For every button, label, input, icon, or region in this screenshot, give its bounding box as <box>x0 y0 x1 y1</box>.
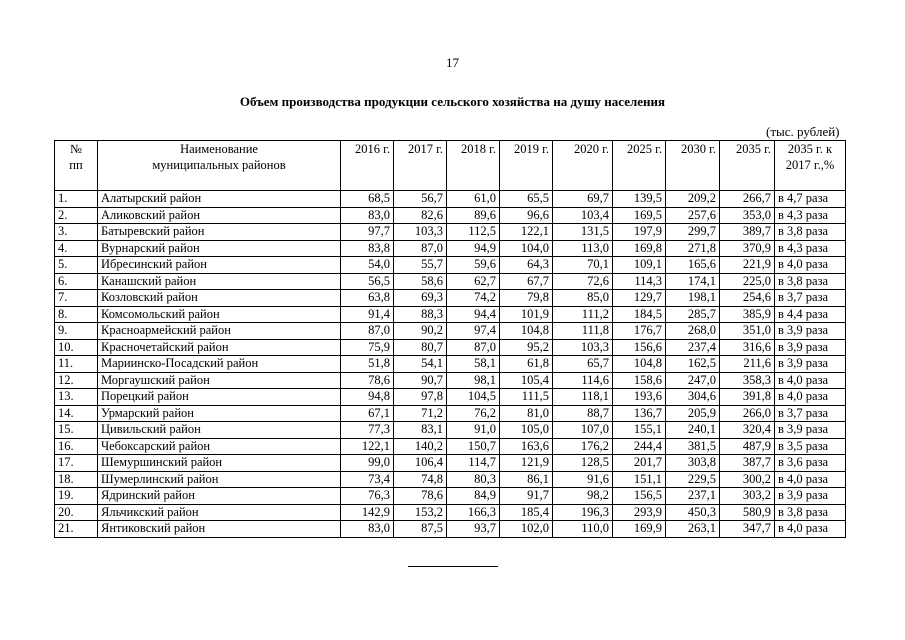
district-name: Моргаушский район <box>98 372 341 389</box>
table-row <box>55 438 846 455</box>
value-cell: 55,7 <box>394 257 447 274</box>
value-cell: 83,0 <box>341 521 394 538</box>
row-number: 11. <box>55 356 98 373</box>
table-row <box>55 372 846 389</box>
district-name: Мариинско-Посадский район <box>98 356 341 373</box>
value-cell: 83,0 <box>341 207 394 224</box>
value-cell: 198,1 <box>666 290 720 307</box>
value-cell: 101,9 <box>500 306 553 323</box>
value-cell: 76,2 <box>447 405 500 422</box>
value-cell: 95,2 <box>500 339 553 356</box>
value-cell: 300,2 <box>720 471 775 488</box>
value-cell: 142,9 <box>341 504 394 521</box>
value-cell: 104,8 <box>613 356 666 373</box>
district-name: Козловский район <box>98 290 341 307</box>
value-cell: 70,1 <box>553 257 613 274</box>
value-cell: 237,4 <box>666 339 720 356</box>
value-cell: 62,7 <box>447 273 500 290</box>
header-number-line1: № <box>70 142 82 156</box>
district-name: Красноармейский район <box>98 323 341 340</box>
row-number: 20. <box>55 504 98 521</box>
value-cell: 75,9 <box>341 339 394 356</box>
value-cell: 487,9 <box>720 438 775 455</box>
value-cell: 114,6 <box>553 372 613 389</box>
table-row <box>55 356 846 373</box>
value-cell: 358,3 <box>720 372 775 389</box>
ratio-cell: в 4,0 раза <box>775 521 846 538</box>
district-name: Яльчикский район <box>98 504 341 521</box>
value-cell: 387,7 <box>720 455 775 472</box>
ratio-cell: в 3,8 раза <box>775 273 846 290</box>
value-cell: 103,3 <box>553 339 613 356</box>
district-name: Канашский район <box>98 273 341 290</box>
table-row <box>55 224 846 241</box>
value-cell: 86,1 <box>500 471 553 488</box>
value-cell: 303,2 <box>720 488 775 505</box>
table-row <box>55 471 846 488</box>
header-year: 2017 г. <box>394 141 447 191</box>
value-cell: 63,8 <box>341 290 394 307</box>
value-cell: 80,3 <box>447 471 500 488</box>
value-cell: 91,4 <box>341 306 394 323</box>
header-district-name <box>98 141 341 191</box>
table-row <box>55 422 846 439</box>
value-cell: 156,6 <box>613 339 666 356</box>
value-cell: 196,3 <box>553 504 613 521</box>
row-number: 6. <box>55 273 98 290</box>
table-row <box>55 273 846 290</box>
value-cell: 87,0 <box>447 339 500 356</box>
value-cell: 80,7 <box>394 339 447 356</box>
table-row <box>55 504 846 521</box>
value-cell: 266,7 <box>720 191 775 208</box>
production-table <box>54 140 846 538</box>
district-name: Алатырский район <box>98 191 341 208</box>
table-row <box>55 389 846 406</box>
value-cell: 140,2 <box>394 438 447 455</box>
document-title: Объем производства продукции сельского хозяйства на душу населения <box>239 94 666 109</box>
value-cell: 201,7 <box>613 455 666 472</box>
value-cell: 110,0 <box>553 521 613 538</box>
value-cell: 112,5 <box>447 224 500 241</box>
value-cell: 67,1 <box>341 405 394 422</box>
value-cell: 56,5 <box>341 273 394 290</box>
value-cell: 221,9 <box>720 257 775 274</box>
district-name: Шумерлинский район <box>98 471 341 488</box>
value-cell: 174,1 <box>666 273 720 290</box>
value-cell: 128,5 <box>553 455 613 472</box>
value-cell: 209,2 <box>666 191 720 208</box>
row-number: 5. <box>55 257 98 274</box>
row-number: 7. <box>55 290 98 307</box>
page-number: 17 <box>446 55 459 70</box>
value-cell: 89,6 <box>447 207 500 224</box>
value-cell: 385,9 <box>720 306 775 323</box>
value-cell: 97,7 <box>341 224 394 241</box>
ratio-cell: в 4,0 раза <box>775 372 846 389</box>
value-cell: 254,6 <box>720 290 775 307</box>
table-row <box>55 339 846 356</box>
value-cell: 105,4 <box>500 372 553 389</box>
ratio-cell: в 3,8 раза <box>775 504 846 521</box>
value-cell: 211,6 <box>720 356 775 373</box>
value-cell: 74,8 <box>394 471 447 488</box>
row-number: 2. <box>55 207 98 224</box>
table-row <box>55 257 846 274</box>
value-cell: 105,0 <box>500 422 553 439</box>
units-label: (тыс. рублей) <box>766 124 840 139</box>
ratio-cell: в 3,5 раза <box>775 438 846 455</box>
table-row <box>55 290 846 307</box>
value-cell: 303,8 <box>666 455 720 472</box>
table-row <box>55 306 846 323</box>
row-number: 21. <box>55 521 98 538</box>
value-cell: 139,5 <box>613 191 666 208</box>
district-name: Красночетайский район <box>98 339 341 356</box>
value-cell: 54,0 <box>341 257 394 274</box>
value-cell: 96,6 <box>500 207 553 224</box>
header-year: 2025 г. <box>613 141 666 191</box>
value-cell: 151,1 <box>613 471 666 488</box>
row-number: 17. <box>55 455 98 472</box>
header-year: 2020 г. <box>553 141 613 191</box>
ratio-cell: в 4,3 раза <box>775 240 846 257</box>
value-cell: 114,3 <box>613 273 666 290</box>
value-cell: 176,2 <box>553 438 613 455</box>
value-cell: 320,4 <box>720 422 775 439</box>
district-name: Цивильский район <box>98 422 341 439</box>
value-cell: 197,9 <box>613 224 666 241</box>
value-cell: 94,8 <box>341 389 394 406</box>
value-cell: 91,0 <box>447 422 500 439</box>
value-cell: 580,9 <box>720 504 775 521</box>
value-cell: 76,3 <box>341 488 394 505</box>
value-cell: 97,4 <box>447 323 500 340</box>
value-cell: 165,6 <box>666 257 720 274</box>
value-cell: 293,9 <box>613 504 666 521</box>
value-cell: 56,7 <box>394 191 447 208</box>
table-row <box>55 191 846 208</box>
value-cell: 268,0 <box>666 323 720 340</box>
value-cell: 153,2 <box>394 504 447 521</box>
value-cell: 106,4 <box>394 455 447 472</box>
ratio-cell: в 3,9 раза <box>775 339 846 356</box>
value-cell: 193,6 <box>613 389 666 406</box>
value-cell: 94,9 <box>447 240 500 257</box>
value-cell: 102,0 <box>500 521 553 538</box>
value-cell: 90,2 <box>394 323 447 340</box>
value-cell: 67,7 <box>500 273 553 290</box>
ratio-cell: в 4,0 раза <box>775 471 846 488</box>
value-cell: 98,1 <box>447 372 500 389</box>
header-ratio <box>775 141 846 191</box>
row-number: 13. <box>55 389 98 406</box>
table-row <box>55 521 846 538</box>
header-year: 2019 г. <box>500 141 553 191</box>
value-cell: 162,5 <box>666 356 720 373</box>
table-row <box>55 405 846 422</box>
ratio-cell: в 4,0 раза <box>775 257 846 274</box>
value-cell: 88,3 <box>394 306 447 323</box>
district-name: Ибресинский район <box>98 257 341 274</box>
value-cell: 99,0 <box>341 455 394 472</box>
district-name: Комсомольский район <box>98 306 341 323</box>
ratio-cell: в 3,7 раза <box>775 405 846 422</box>
row-number: 14. <box>55 405 98 422</box>
district-name: Порецкий район <box>98 389 341 406</box>
value-cell: 81,0 <box>500 405 553 422</box>
row-number: 15. <box>55 422 98 439</box>
value-cell: 68,5 <box>341 191 394 208</box>
footnote-divider <box>408 566 498 567</box>
ratio-cell: в 4,3 раза <box>775 207 846 224</box>
value-cell: 103,4 <box>553 207 613 224</box>
value-cell: 107,0 <box>553 422 613 439</box>
value-cell: 91,7 <box>500 488 553 505</box>
ratio-cell: в 4,7 раза <box>775 191 846 208</box>
value-cell: 316,6 <box>720 339 775 356</box>
value-cell: 94,4 <box>447 306 500 323</box>
value-cell: 169,9 <box>613 521 666 538</box>
row-number: 18. <box>55 471 98 488</box>
value-cell: 111,2 <box>553 306 613 323</box>
ratio-cell: в 3,6 раза <box>775 455 846 472</box>
table-row <box>55 488 846 505</box>
table-row <box>55 323 846 340</box>
value-cell: 391,8 <box>720 389 775 406</box>
value-cell: 71,2 <box>394 405 447 422</box>
value-cell: 82,6 <box>394 207 447 224</box>
value-cell: 240,1 <box>666 422 720 439</box>
value-cell: 136,7 <box>613 405 666 422</box>
value-cell: 150,7 <box>447 438 500 455</box>
district-name: Аликовский район <box>98 207 341 224</box>
value-cell: 285,7 <box>666 306 720 323</box>
table-row <box>55 207 846 224</box>
value-cell: 104,8 <box>500 323 553 340</box>
value-cell: 114,7 <box>447 455 500 472</box>
value-cell: 263,1 <box>666 521 720 538</box>
value-cell: 111,5 <box>500 389 553 406</box>
value-cell: 87,0 <box>341 323 394 340</box>
value-cell: 98,2 <box>553 488 613 505</box>
value-cell: 247,0 <box>666 372 720 389</box>
value-cell: 85,0 <box>553 290 613 307</box>
value-cell: 370,9 <box>720 240 775 257</box>
header-year: 2030 г. <box>666 141 720 191</box>
row-number: 12. <box>55 372 98 389</box>
value-cell: 166,3 <box>447 504 500 521</box>
district-name: Янтиковский район <box>98 521 341 538</box>
value-cell: 87,0 <box>394 240 447 257</box>
district-name: Батыревский район <box>98 224 341 241</box>
header-ratio-line2: 2017 г.,% <box>785 157 835 172</box>
value-cell: 78,6 <box>394 488 447 505</box>
ratio-cell: в 4,4 раза <box>775 306 846 323</box>
value-cell: 271,8 <box>666 240 720 257</box>
value-cell: 122,1 <box>341 438 394 455</box>
row-number: 1. <box>55 191 98 208</box>
value-cell: 79,8 <box>500 290 553 307</box>
district-name: Вурнарский район <box>98 240 341 257</box>
value-cell: 389,7 <box>720 224 775 241</box>
value-cell: 158,6 <box>613 372 666 389</box>
value-cell: 131,5 <box>553 224 613 241</box>
value-cell: 61,0 <box>447 191 500 208</box>
table-body <box>55 191 846 538</box>
value-cell: 104,0 <box>500 240 553 257</box>
value-cell: 351,0 <box>720 323 775 340</box>
value-cell: 58,1 <box>447 356 500 373</box>
value-cell: 69,3 <box>394 290 447 307</box>
value-cell: 244,4 <box>613 438 666 455</box>
value-cell: 78,6 <box>341 372 394 389</box>
value-cell: 93,7 <box>447 521 500 538</box>
value-cell: 185,4 <box>500 504 553 521</box>
ratio-cell: в 3,7 раза <box>775 290 846 307</box>
header-name-line1: Наименование <box>180 142 258 156</box>
value-cell: 381,5 <box>666 438 720 455</box>
header-name-line2: муниципальных районов <box>152 157 286 172</box>
value-cell: 54,1 <box>394 356 447 373</box>
ratio-cell: в 3,9 раза <box>775 488 846 505</box>
value-cell: 69,7 <box>553 191 613 208</box>
value-cell: 121,9 <box>500 455 553 472</box>
value-cell: 83,8 <box>341 240 394 257</box>
value-cell: 155,1 <box>613 422 666 439</box>
value-cell: 111,8 <box>553 323 613 340</box>
value-cell: 257,6 <box>666 207 720 224</box>
value-cell: 88,7 <box>553 405 613 422</box>
value-cell: 104,5 <box>447 389 500 406</box>
value-cell: 61,8 <box>500 356 553 373</box>
ratio-cell: в 4,0 раза <box>775 389 846 406</box>
header-number-line2: пп <box>69 157 83 172</box>
value-cell: 266,0 <box>720 405 775 422</box>
value-cell: 74,2 <box>447 290 500 307</box>
value-cell: 129,7 <box>613 290 666 307</box>
value-cell: 113,0 <box>553 240 613 257</box>
row-number: 4. <box>55 240 98 257</box>
row-number: 16. <box>55 438 98 455</box>
value-cell: 51,8 <box>341 356 394 373</box>
value-cell: 169,8 <box>613 240 666 257</box>
value-cell: 163,6 <box>500 438 553 455</box>
district-name: Урмарский район <box>98 405 341 422</box>
value-cell: 156,5 <box>613 488 666 505</box>
value-cell: 205,9 <box>666 405 720 422</box>
value-cell: 87,5 <box>394 521 447 538</box>
value-cell: 65,7 <box>553 356 613 373</box>
row-number: 8. <box>55 306 98 323</box>
value-cell: 353,0 <box>720 207 775 224</box>
ratio-cell: в 3,9 раза <box>775 323 846 340</box>
value-cell: 73,4 <box>341 471 394 488</box>
value-cell: 184,5 <box>613 306 666 323</box>
header-year: 2035 г. <box>720 141 775 191</box>
district-name: Чебоксарский район <box>98 438 341 455</box>
value-cell: 118,1 <box>553 389 613 406</box>
value-cell: 299,7 <box>666 224 720 241</box>
value-cell: 304,6 <box>666 389 720 406</box>
value-cell: 83,1 <box>394 422 447 439</box>
ratio-cell: в 3,9 раза <box>775 356 846 373</box>
row-number: 3. <box>55 224 98 241</box>
value-cell: 77,3 <box>341 422 394 439</box>
table-row <box>55 240 846 257</box>
value-cell: 90,7 <box>394 372 447 389</box>
value-cell: 109,1 <box>613 257 666 274</box>
header-year: 2018 г. <box>447 141 500 191</box>
header-ratio-line1: 2035 г. к <box>787 142 833 156</box>
value-cell: 97,8 <box>394 389 447 406</box>
value-cell: 229,5 <box>666 471 720 488</box>
row-number: 19. <box>55 488 98 505</box>
value-cell: 347,7 <box>720 521 775 538</box>
value-cell: 237,1 <box>666 488 720 505</box>
header-number <box>55 141 98 191</box>
ratio-cell: в 3,8 раза <box>775 224 846 241</box>
ratio-cell: в 3,9 раза <box>775 422 846 439</box>
value-cell: 84,9 <box>447 488 500 505</box>
table-row <box>55 455 846 472</box>
value-cell: 122,1 <box>500 224 553 241</box>
value-cell: 59,6 <box>447 257 500 274</box>
value-cell: 65,5 <box>500 191 553 208</box>
value-cell: 103,3 <box>394 224 447 241</box>
value-cell: 64,3 <box>500 257 553 274</box>
value-cell: 58,6 <box>394 273 447 290</box>
value-cell: 176,7 <box>613 323 666 340</box>
table-header-row <box>55 141 846 191</box>
value-cell: 72,6 <box>553 273 613 290</box>
value-cell: 169,5 <box>613 207 666 224</box>
value-cell: 91,6 <box>553 471 613 488</box>
header-year: 2016 г. <box>341 141 394 191</box>
district-name: Ядринский район <box>98 488 341 505</box>
row-number: 9. <box>55 323 98 340</box>
district-name: Шемуршинский район <box>98 455 341 472</box>
row-number: 10. <box>55 339 98 356</box>
value-cell: 225,0 <box>720 273 775 290</box>
value-cell: 450,3 <box>666 504 720 521</box>
